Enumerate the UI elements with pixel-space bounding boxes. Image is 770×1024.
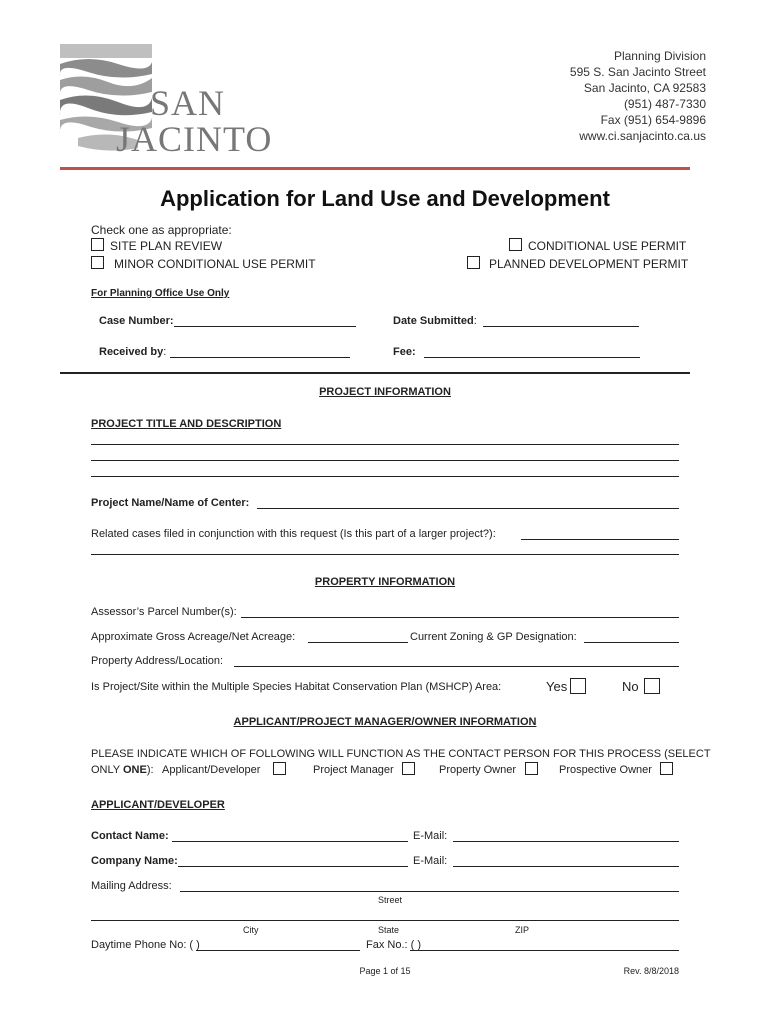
acreage-field[interactable] <box>308 642 408 643</box>
section-divider <box>60 372 690 374</box>
email-label: E-Mail: <box>413 830 448 842</box>
option-developer-label: Applicant/Developer <box>162 764 261 776</box>
option-pm-label: Project Manager <box>313 764 394 776</box>
property-address-label: Property Address/Location: <box>91 655 224 667</box>
project-manager-checkbox[interactable] <box>402 762 415 775</box>
site-plan-label: SITE PLAN REVIEW <box>110 239 223 253</box>
project-info-heading: PROJECT INFORMATION <box>319 386 451 398</box>
logo-text-san: SAN <box>150 83 226 123</box>
apn-field[interactable] <box>241 617 679 618</box>
street-caption: Street <box>378 895 403 905</box>
description-line[interactable] <box>91 444 679 445</box>
received-by-text: Received by <box>99 346 164 358</box>
no-label: No <box>622 679 639 694</box>
minor-cup-checkbox[interactable] <box>91 256 104 269</box>
project-name-label: Project Name/Name of Center: <box>91 497 250 509</box>
page-number: Page 1 of 15 <box>359 966 411 976</box>
property-info-heading: PROPERTY INFORMATION <box>314 576 456 588</box>
email-field-2[interactable] <box>453 866 679 867</box>
received-by-label: Received by: <box>99 346 167 358</box>
mshcp-no-checkbox[interactable] <box>644 678 660 694</box>
one-text: ONE <box>123 764 147 776</box>
pdp-checkbox[interactable] <box>467 256 480 269</box>
yes-label: Yes <box>546 679 568 694</box>
mailing-address-field[interactable] <box>180 891 679 892</box>
address-line: Planning Division <box>613 49 706 63</box>
address-line: Fax (951) 654-9896 <box>600 113 706 127</box>
contact-instruction-line-2 <box>91 764 154 776</box>
zoning-label: Current Zoning & GP Designation: <box>410 631 577 643</box>
contact-name-field[interactable] <box>172 841 408 842</box>
address-line: 595 S. San Jacinto Street <box>569 65 706 79</box>
date-submitted-label: Date Submitted: <box>393 315 477 327</box>
mshcp-label: Is Project/Site within the Multiple Species Habitat Conservation Plan (MSHCP) Area: <box>91 681 502 693</box>
check-one-label: Check one as appropriate: <box>91 223 232 237</box>
mailing-address-label: Mailing Address: <box>91 880 172 892</box>
daytime-phone-field[interactable] <box>196 950 360 951</box>
revision-date: Rev. 8/8/2018 <box>623 966 679 976</box>
option-prospective-label: Prospective Owner <box>559 764 652 776</box>
city-logo <box>58 42 273 167</box>
zip-caption: ZIP <box>515 925 530 935</box>
fee-field[interactable] <box>424 357 640 358</box>
project-name-field[interactable] <box>257 508 679 509</box>
apn-label: Assessor’s Parcel Number(s): <box>91 606 237 618</box>
related-cases-label: Related cases filed in conjunction with this request (Is this part of a larger project?): <box>91 528 496 540</box>
acreage-label: Approximate Gross Acreage/Net Acreage: <box>91 631 296 643</box>
date-submitted-field[interactable] <box>483 326 639 327</box>
header-rule <box>60 167 690 170</box>
developer-checkbox[interactable] <box>273 762 286 775</box>
description-line[interactable] <box>91 476 679 477</box>
description-line[interactable] <box>91 460 679 461</box>
fax-field[interactable] <box>410 950 679 951</box>
related-cases-field[interactable] <box>521 539 679 540</box>
address-line: (951) 487-7330 <box>623 97 706 111</box>
contact-instruction-line-1: PLEASE INDICATE WHICH OF FOLLOWING WILL FUNCTION AS THE CONTACT PERSON FOR THIS PROCESS (SELECT <box>91 748 711 760</box>
option-po-label: Property Owner <box>439 764 517 776</box>
pdp-label: PLANNED DEVELOPMENT PERMIT <box>489 257 689 271</box>
address-block <box>570 48 706 144</box>
state-caption: State <box>378 925 400 935</box>
zoning-field[interactable] <box>584 642 679 643</box>
contact-name-label: Contact Name: <box>91 830 169 842</box>
office-use-heading: For Planning Office Use Only <box>91 288 230 299</box>
project-title-desc-heading: PROJECT TITLE AND DESCRIPTION <box>91 418 282 430</box>
city-caption: City <box>243 925 259 935</box>
cup-checkbox[interactable] <box>509 238 522 251</box>
minor-cup-label: MINOR CONDITIONAL USE PERMIT <box>114 257 316 271</box>
fee-label: Fee: <box>393 346 416 358</box>
closing-text: ): <box>146 764 154 776</box>
applicant-developer-heading: APPLICANT/DEVELOPER <box>91 799 225 811</box>
applicant-info-heading: APPLICANT/PROJECT MANAGER/OWNER INFORMATION <box>233 716 537 728</box>
case-number-field[interactable] <box>174 326 356 327</box>
website-link[interactable]: www.ci.sanjacinto.ca.us <box>579 129 706 143</box>
related-cases-field-2[interactable] <box>91 554 679 555</box>
fax-label: Fax No.: ( ) <box>366 939 422 951</box>
email-label-2: E-Mail: <box>413 855 448 867</box>
company-name-field[interactable] <box>178 866 408 867</box>
mshcp-yes-checkbox[interactable] <box>570 678 586 694</box>
daytime-phone-label: Daytime Phone No: ( ) <box>91 939 200 951</box>
date-submitted-text: Date Submitted <box>393 315 474 327</box>
only-text: ONLY <box>91 764 123 776</box>
prospective-owner-checkbox[interactable] <box>660 762 673 775</box>
site-plan-checkbox[interactable] <box>91 238 104 251</box>
property-owner-checkbox[interactable] <box>525 762 538 775</box>
email-field[interactable] <box>453 841 679 842</box>
case-number-label: Case Number: <box>99 315 174 327</box>
address-line: San Jacinto, CA 92583 <box>583 81 706 95</box>
property-address-field[interactable] <box>234 666 679 667</box>
city-state-zip-field[interactable] <box>91 920 679 921</box>
logo-text-jacinto: JACINTO <box>116 119 273 159</box>
page-title: Application for Land Use and Development <box>160 186 610 211</box>
cup-label: CONDITIONAL USE PERMIT <box>528 239 687 253</box>
received-by-field[interactable] <box>170 357 350 358</box>
company-name-label: Company Name: <box>91 855 178 867</box>
